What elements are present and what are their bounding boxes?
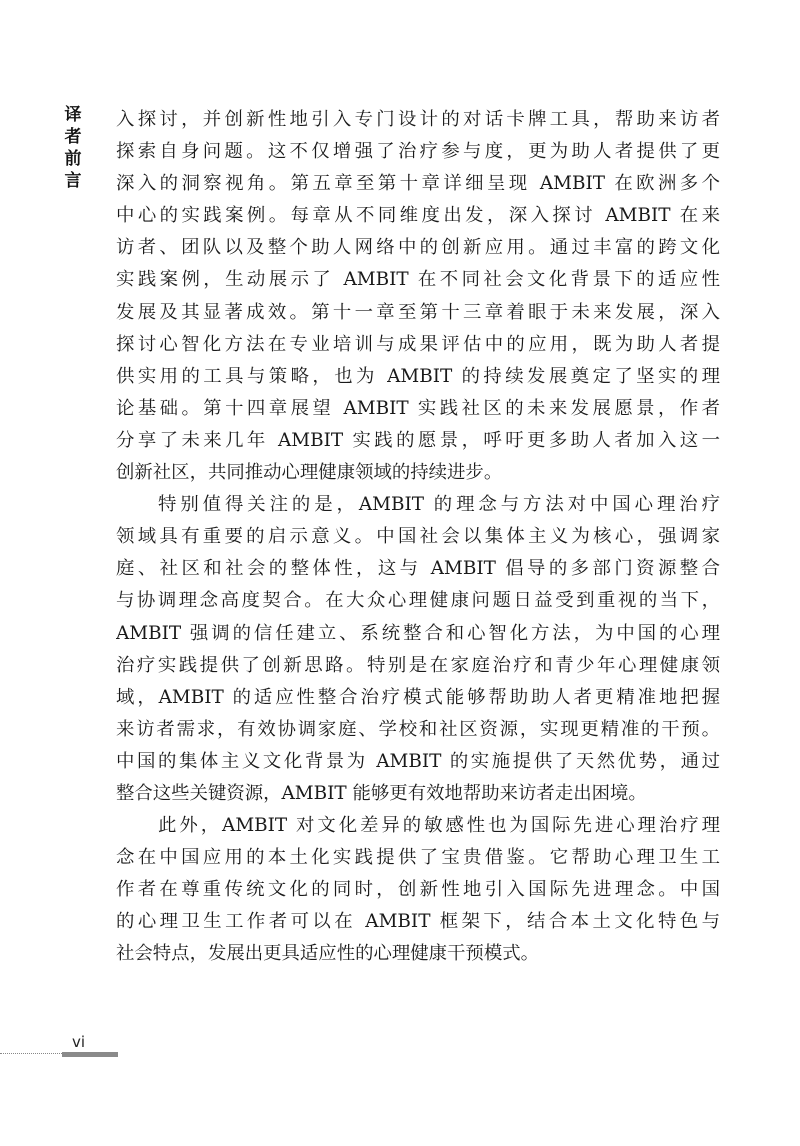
text-line: 中国的集体主义文化背景为 AMBIT 的实施提供了天然优势，通过: [116, 750, 720, 772]
text-line: AMBIT 强调的信任建立、系统整合和心智化方法，为中国的心理: [116, 622, 720, 644]
text-line: 实践案例，生动展示了 AMBIT 在不同社会文化背景下的适应性: [116, 269, 720, 291]
paragraph: [116, 810, 720, 970]
header-title-char: 译: [64, 105, 82, 125]
text-line: 庭、社区和社会的整体性，这与 AMBIT 倡导的多部门资源整合: [116, 558, 720, 580]
text-line: 来访者需求，有效协调家庭、学校和社区资源，实现更精准的干预。: [116, 718, 720, 740]
text-line: 中心的实践案例。每章从不同维度出发，深入探讨 AMBIT 在来: [116, 205, 720, 227]
header-title-char: 言: [64, 171, 82, 191]
text-line: 社会特点，发展出更具适应性的心理健康干预模式。: [116, 943, 539, 965]
text-line: 论基础。第十四章展望 AMBIT 实践社区的未来发展愿景，作者: [116, 397, 720, 419]
text-line: 特别值得关注的是，AMBIT 的理念与方法对中国心理治疗: [158, 494, 720, 516]
page-number: vi: [72, 1033, 86, 1051]
text-line: 域，AMBIT 的适应性整合治疗模式能够帮助助人者更精准地把握: [116, 686, 720, 708]
text-line: 领域具有重要的启示意义。中国社会以集体主义为核心，强调家: [116, 526, 720, 548]
text-line: 发展及其显著成效。第十一章至第十三章着眼于未来发展，深入: [116, 301, 720, 323]
body-text: [116, 104, 720, 971]
footer-dotted-rule: [0, 1053, 62, 1054]
text-line: 分享了未来几年 AMBIT 实践的愿景，呼吁更多助人者加入这一: [116, 429, 720, 451]
text-line: 念在中国应用的本土化实践提供了宝贵借鉴。它帮助心理卫生工: [116, 847, 720, 869]
text-line: 创新社区，共同推动心理健康领域的持续进步。: [116, 462, 503, 484]
text-line: 供实用的工具与策略，也为 AMBIT 的持续发展奠定了坚实的理: [116, 365, 720, 387]
text-line: 探索自身问题。这不仅增强了治疗参与度，更为助人者提供了更: [116, 141, 720, 163]
text-line: 与协调理念高度契合。在大众心理健康问题日益受到重视的当下，: [116, 590, 720, 612]
footer-bar: [62, 1052, 118, 1057]
text-line: 深入的洞察视角。第五章至第十章详细呈现 AMBIT 在欧洲多个: [116, 173, 720, 195]
text-line: 入探讨，并创新性地引入专门设计的对话卡牌工具，帮助来访者: [116, 109, 720, 130]
header-title-char: 前: [64, 149, 82, 169]
text-line: 治疗实践提供了创新思路。特别是在家庭治疗和青少年心理健康领: [116, 654, 720, 676]
running-header-title: [60, 104, 86, 192]
paragraph: [116, 489, 720, 810]
text-line: 整合这些关键资源，AMBIT 能够更有效地帮助来访者走出困境。: [116, 782, 647, 804]
text-line: 探讨心智化方法在专业培训与成果评估中的应用，既为助人者提: [116, 333, 720, 355]
paragraph: [116, 104, 720, 489]
text-line: 作者在尊重传统文化的同时，创新性地引入国际先进理念。中国: [116, 879, 720, 901]
text-line: 此外，AMBIT 对文化差异的敏感性也为国际先进心理治疗理: [158, 815, 720, 837]
header-title-char: 者: [64, 127, 82, 147]
text-line: 的心理卫生工作者可以在 AMBIT 框架下，结合本土文化特色与: [116, 911, 720, 933]
text-line: 访者、团队以及整个助人网络中的创新应用。通过丰富的跨文化: [116, 237, 720, 259]
